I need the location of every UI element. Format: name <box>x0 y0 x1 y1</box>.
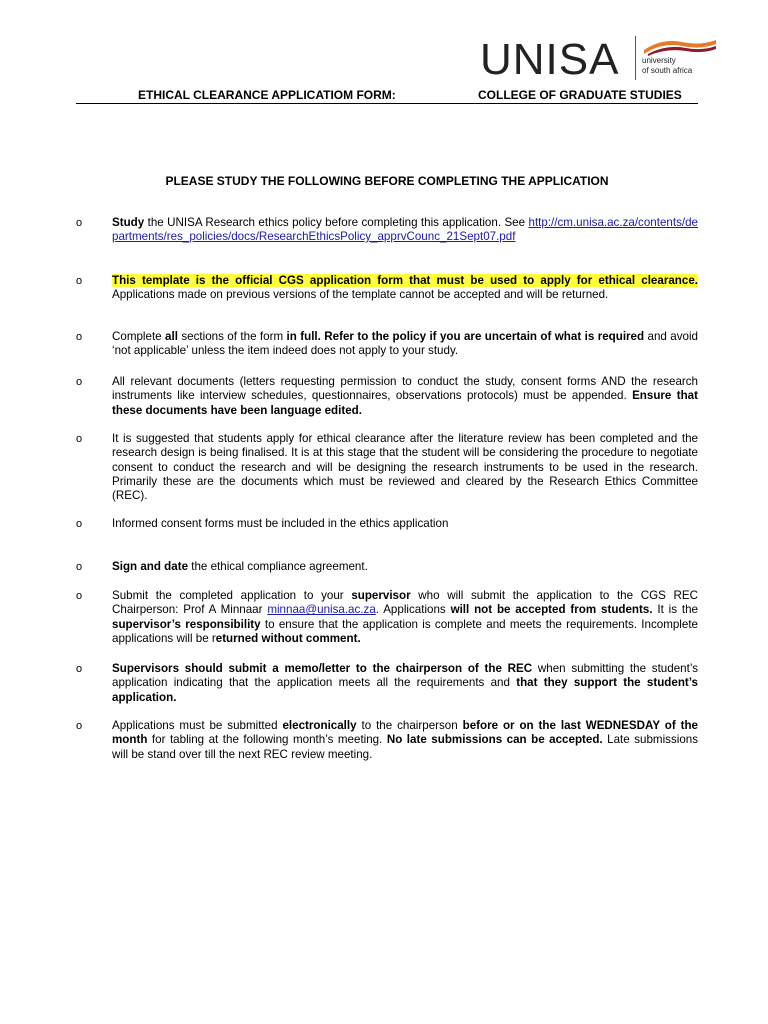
plain-text: Applications made on previous versions of the template cannot be accepted and will be returned. <box>112 288 609 302</box>
item-text <box>112 432 698 503</box>
bullet: o <box>76 376 83 388</box>
plain-text: sections of the form <box>177 330 287 343</box>
item-text <box>112 560 698 574</box>
bold-text: that they support the student’s application. <box>112 676 698 704</box>
plain-text: the ethical compliance agreement. <box>188 560 368 573</box>
bullet: o <box>76 663 83 675</box>
plain-text: It is suggested that students apply for ethical clearance after the literature review has been completed and the research design is being finalised. It is at this stage that the student will be considering the procedure to negotiate consent to conduct the research and will be designing the research instruments to be used in the research. Primarily these are the documents which must be reviewed and cleared by the Research Ethics Committee (REC). <box>112 432 698 503</box>
bullet: o <box>76 720 83 732</box>
bullet: o <box>76 433 83 445</box>
unisa-logo <box>480 36 720 84</box>
bold-text: will not be accepted from students. <box>450 603 653 617</box>
logo-wordmark: UNISA <box>480 35 620 84</box>
bold-text: Sign and date <box>112 560 189 573</box>
item-text <box>112 330 698 359</box>
bold-text: Ensure that these documents have been language edited. <box>112 389 698 417</box>
bold-text: supervisor’s responsibility <box>112 617 261 631</box>
plain-text: It is the <box>652 603 698 617</box>
plain-text: the UNISA Research ethics policy before completing this application. See <box>144 216 529 229</box>
item-text <box>112 375 698 418</box>
email-link[interactable]: minnaa@unisa.ac.za <box>267 603 376 617</box>
plain-text: when submitting the student’s application indicating that the application meets all the requirements and <box>112 662 698 690</box>
item-text <box>112 274 698 303</box>
plain-text: and avoid ‘not applicable’ unless the item indeed does not apply to your study. <box>112 330 698 358</box>
plain-text: Submit the completed application to your <box>112 589 352 602</box>
bold-text: electronically <box>282 719 357 732</box>
plain-text: Applications must be submitted <box>112 719 283 732</box>
logo-subtitle <box>642 56 692 76</box>
bullet: o <box>76 275 83 287</box>
highlighted-text: This template is the official CGS application form that must be used to apply for ethical clearance. <box>112 274 698 287</box>
bullet: o <box>76 561 83 573</box>
logo-divider <box>635 36 636 80</box>
plain-text: Late submissions will be stand over till the next REC review meeting. <box>112 733 699 761</box>
plain-text: for tabling at the following month’s meeting. <box>147 733 387 747</box>
plain-text: Informed consent forms must be included in the ethics application <box>112 517 449 530</box>
bold-text: before or on the last WEDNESDAY of the month <box>112 719 699 747</box>
plain-text: to the chairperson <box>356 719 463 732</box>
policy-link[interactable]: http://cm.unisa.ac.za/contents/departments/res_policies/docs/ResearchEthicsPolicy_apprvCounc_21Sept07.pdf <box>112 216 698 244</box>
bullet: o <box>76 331 83 343</box>
plain-text: to ensure that the application is complete and meets the requirements. Incomplete applications will be r <box>112 617 698 645</box>
bold-text: Supervisors should submit a memo/letter to the chairperson of the REC <box>112 662 533 675</box>
logo-sub-line2: of south africa <box>642 66 693 75</box>
item-text <box>112 662 698 705</box>
bullet: o <box>76 518 83 530</box>
form-title: ETHICAL CLEARANCE APPLICATIOM FORM: <box>138 88 396 102</box>
bold-text: in full. Refer to the policy if you are uncertain of what is required <box>286 330 645 343</box>
college-name: COLLEGE OF GRADUATE STUDIES <box>478 88 682 102</box>
bold-text: Study <box>112 216 145 229</box>
header-rule <box>76 103 698 104</box>
logo-flag-icon <box>642 36 718 56</box>
item-text <box>112 719 698 762</box>
plain-text: Complete <box>112 330 166 343</box>
item-text <box>112 216 698 245</box>
bold-text: eturned without comment. <box>215 631 361 645</box>
bullet: o <box>76 590 83 602</box>
plain-text: who will submit the application to the CGS REC Chairperson: Prof A Minnaar <box>112 589 698 617</box>
item-text <box>112 589 698 646</box>
section-title: PLEASE STUDY THE FOLLOWING BEFORE COMPLETING THE APPLICATION <box>165 174 609 188</box>
plain-text: All relevant documents (letters requesting permission to conduct the study, consent forms AND the research instruments like interview schedules, questionnaires, observations protocols) must be appended. <box>112 375 698 403</box>
bold-text: all <box>165 330 178 343</box>
logo-sub-line1: university <box>642 56 676 65</box>
item-text <box>112 517 698 531</box>
plain-text: . Applications <box>375 603 451 617</box>
bold-text: No late submissions can be accepted. <box>386 733 603 747</box>
bullet: o <box>76 217 83 229</box>
bold-text: supervisor <box>351 589 411 602</box>
